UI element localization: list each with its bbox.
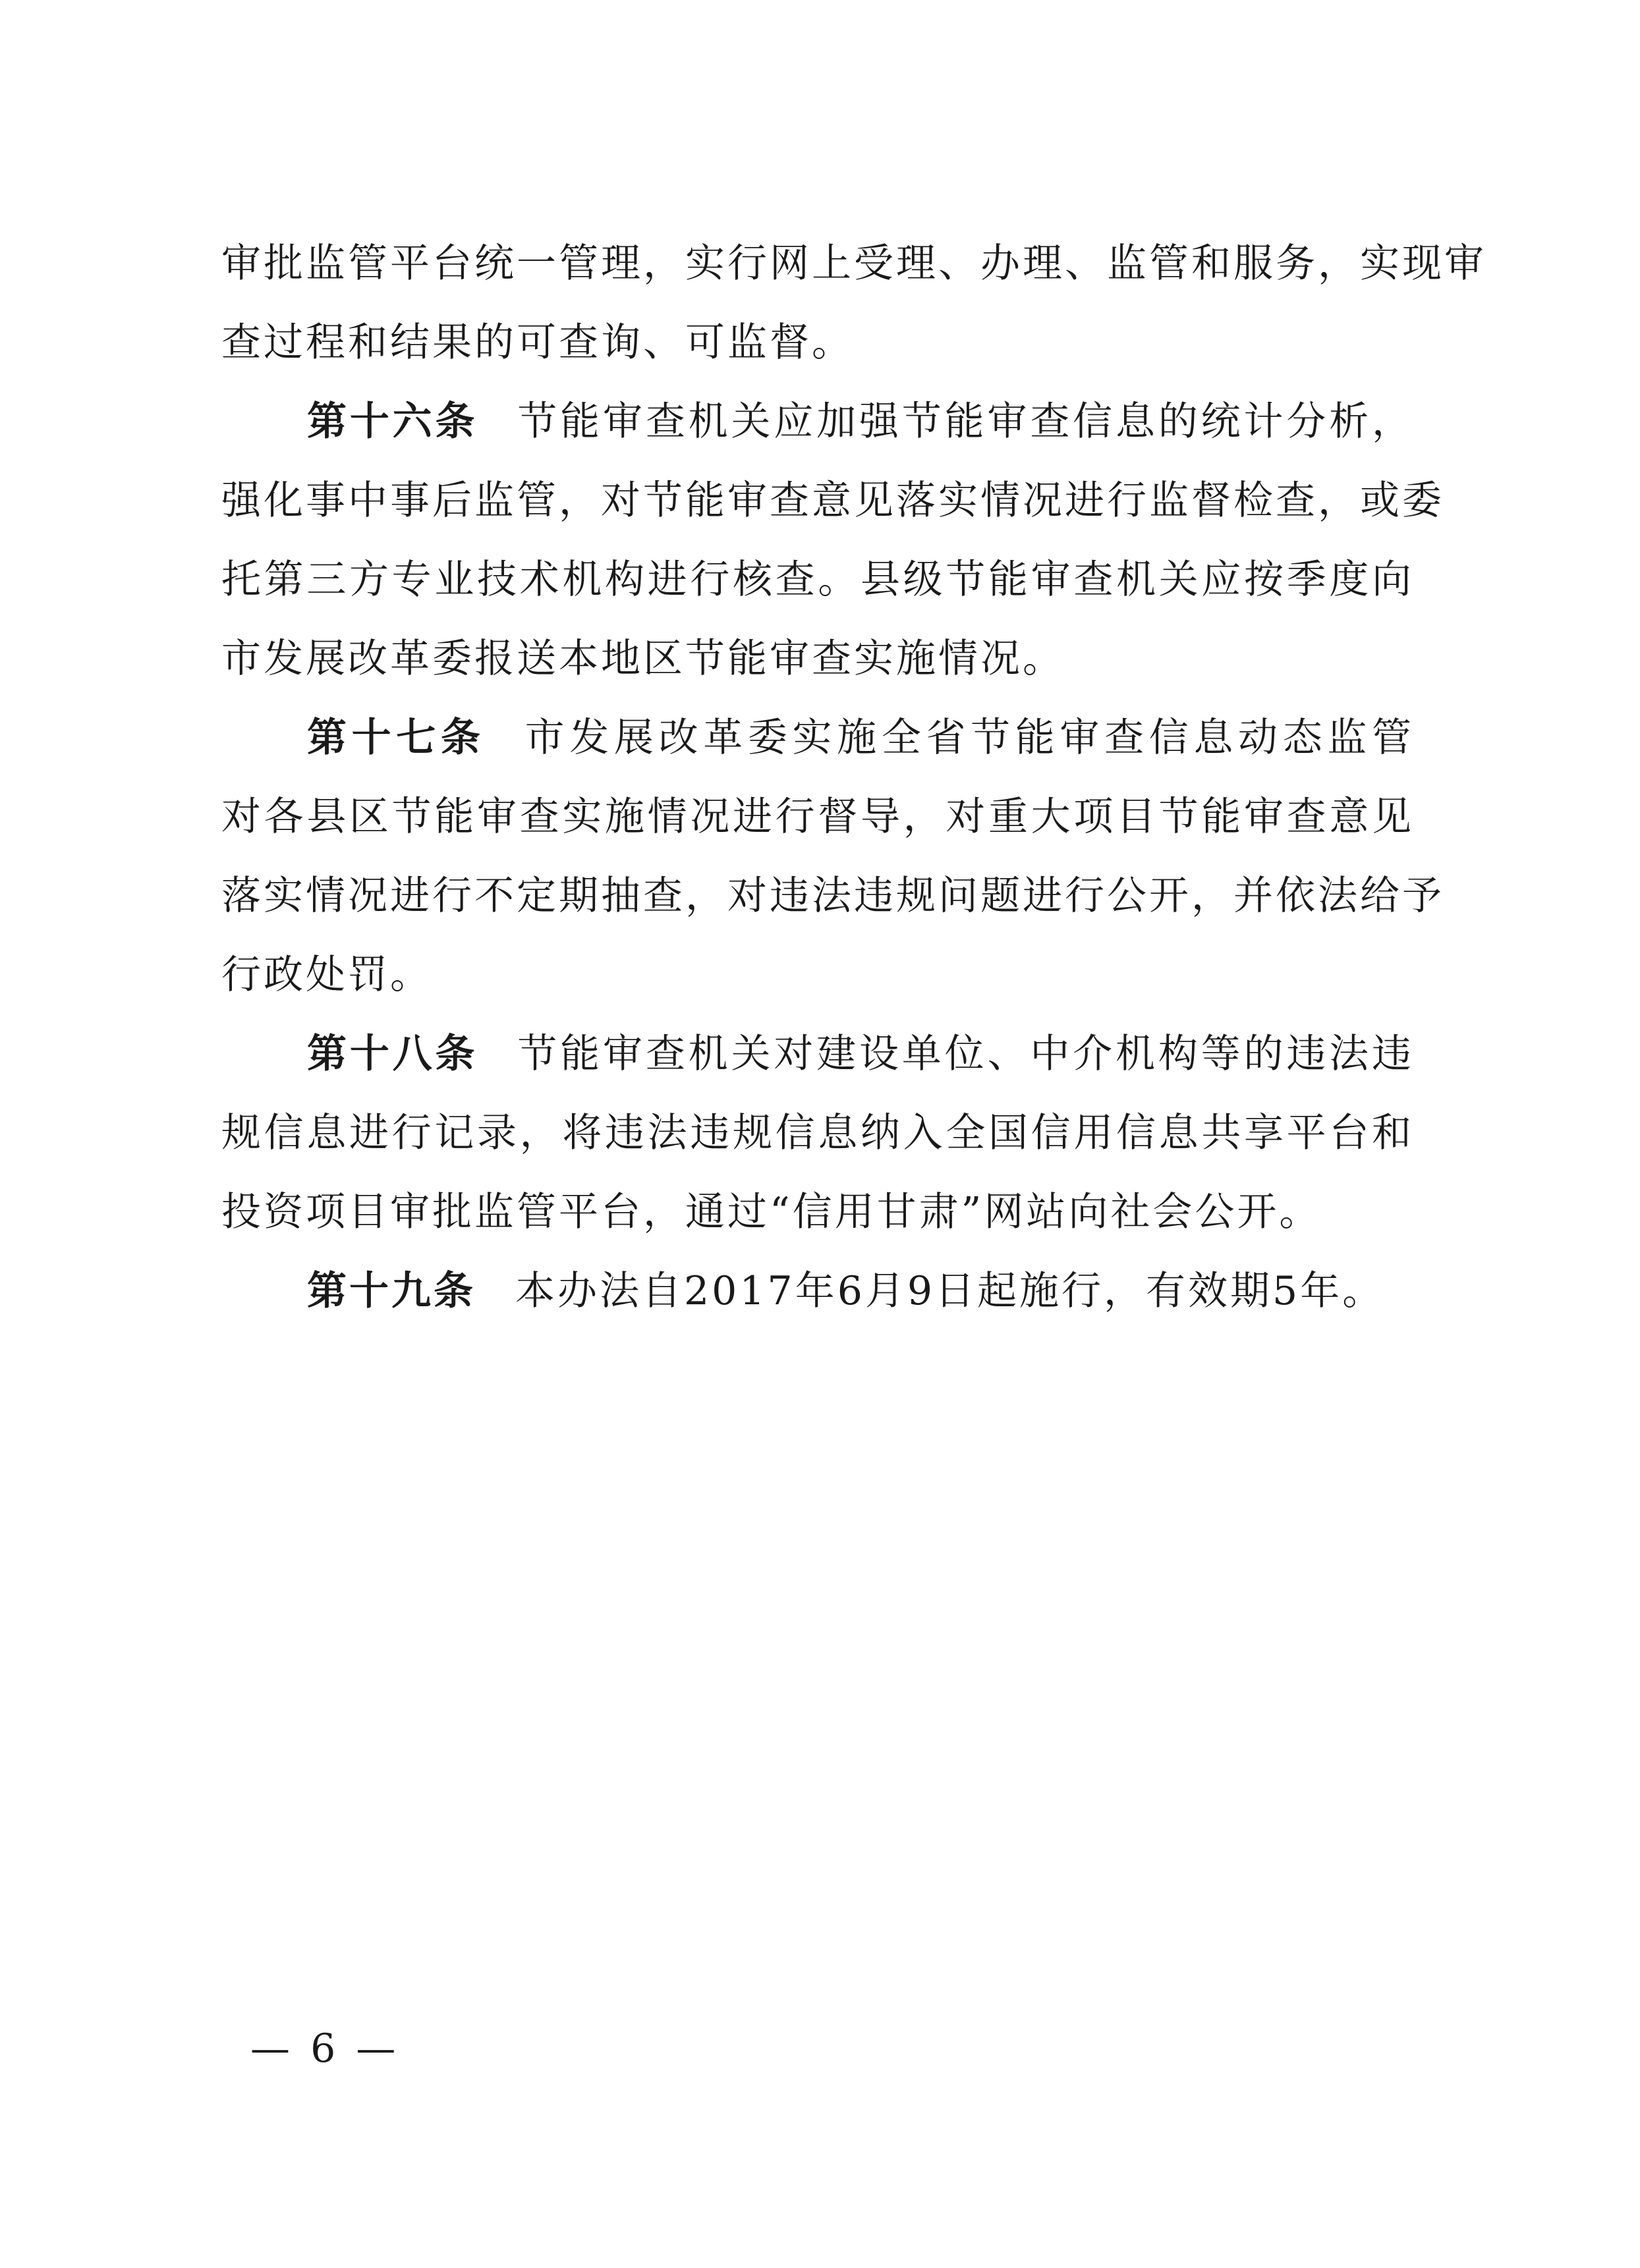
page-number: — 6 — bbox=[250, 2026, 400, 2072]
paragraph-line: 行政处罚。 bbox=[221, 952, 432, 998]
paragraph-line: 对各县区节能审查实施情况进行督导，对重大项目节能审查意见 bbox=[221, 794, 1414, 840]
paragraph-line: 强化事中事后监管，对节能审查意见落实情况进行监督检查，或委 bbox=[221, 478, 1444, 524]
article-heading: 第十八条 bbox=[307, 1031, 478, 1077]
paragraph-line: 落实情况进行不定期抽查，对违法违规问题进行公开，并依法给予 bbox=[221, 873, 1444, 919]
article-text: 本办法自2017年6月9日起施行，有效期5年。 bbox=[515, 1268, 1385, 1314]
article-text: 市发展改革委实施全省节能审查信息动态监管 bbox=[524, 715, 1414, 761]
article-16-first-line bbox=[221, 382, 1414, 461]
article-heading: 第十九条 bbox=[307, 1268, 476, 1314]
document-body bbox=[221, 224, 1486, 1331]
paragraph-line: 市发展改革委报送本地区节能审查实施情况。 bbox=[221, 636, 1065, 682]
article-heading: 第十七条 bbox=[307, 715, 486, 761]
paragraph-line: 规信息进行记录，将违法违规信息纳入全国信用信息共享平台和 bbox=[221, 1110, 1414, 1156]
article-19-first-line bbox=[221, 1252, 1414, 1331]
article-heading: 第十六条 bbox=[307, 399, 478, 445]
article-17-first-line bbox=[221, 698, 1414, 777]
paragraph-line: 投资项目审批监管平台，通过“信用甘肃”网站向社会公开。 bbox=[221, 1189, 1322, 1235]
article-text: 节能审查机关对建设单位、中介机构等的违法违 bbox=[517, 1031, 1415, 1077]
article-text: 节能审查机关应加强节能审查信息的统计分析， bbox=[517, 399, 1415, 445]
article-18-first-line bbox=[221, 1014, 1414, 1093]
paragraph-line: 查过程和结果的可查询、可监督。 bbox=[221, 319, 854, 366]
paragraph-line: 托第三方专业技术机构进行核查。县级节能审查机关应按季度向 bbox=[221, 557, 1414, 603]
paragraph-line: 审批监管平台统一管理，实行网上受理、办理、监管和服务，实现审 bbox=[221, 240, 1486, 287]
